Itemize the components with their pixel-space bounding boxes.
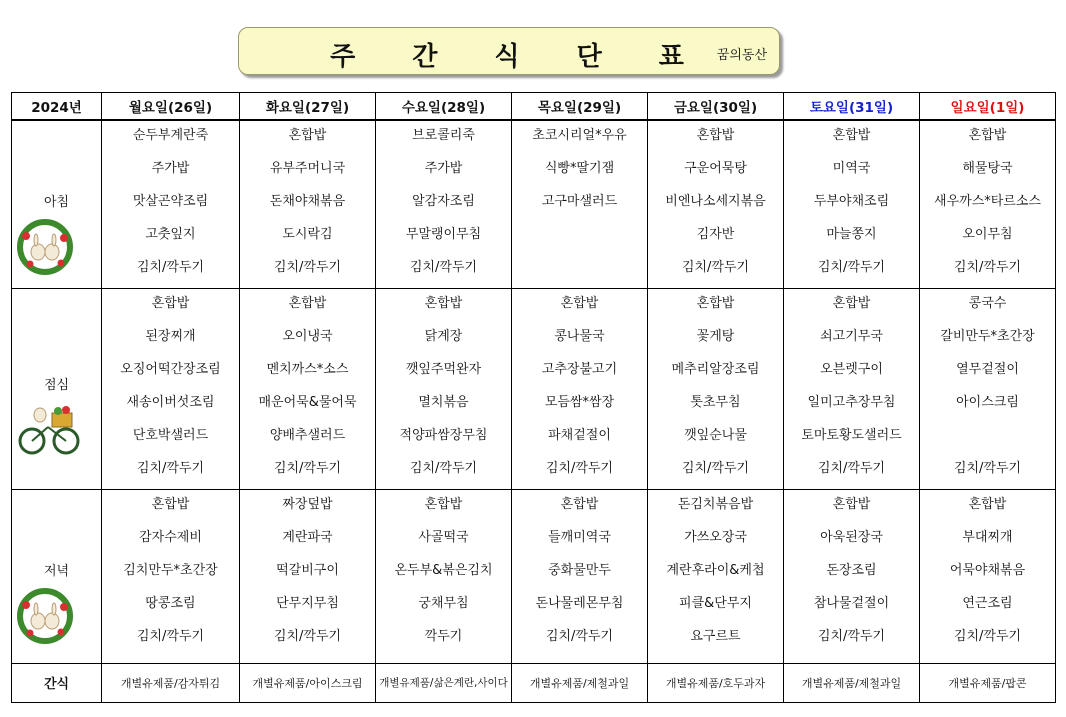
menu-cell-fri	[648, 120, 784, 288]
weekly-menu-table	[11, 92, 1056, 703]
menu-cell-tue	[240, 288, 376, 489]
menu-item	[512, 220, 647, 253]
meal-row-lunch	[12, 288, 1056, 489]
snack-cell-thu: 개별유제품/제철과일	[512, 663, 648, 703]
menu-item: 혼합밥	[696, 295, 735, 311]
menu-item: 오이무침	[962, 227, 1013, 242]
menu-item: 돈김치볶음밥	[677, 496, 754, 512]
menu-item: 들깨미역국	[548, 529, 611, 545]
header-row	[12, 93, 1056, 121]
meal-label: 아침	[43, 195, 70, 210]
menu-item: 김치/깍두기	[953, 628, 1022, 644]
menu-item: 파채겉절이	[548, 427, 611, 443]
menu-cell-mon	[102, 120, 240, 288]
day-header-fri: 금요일(30일)	[648, 93, 784, 121]
menu-item: 도시락김	[282, 227, 333, 242]
menu-item: 중화물만두	[548, 562, 611, 578]
menu-item: 주가밥	[151, 161, 190, 176]
menu-item: 김치만두*초간장	[123, 562, 218, 578]
menu-item: 닭계장	[424, 328, 463, 344]
menu-cell-sat	[784, 489, 920, 663]
menu-item: 주가밥	[424, 161, 463, 176]
meal-label-cell	[12, 120, 102, 288]
menu-item: 요구르트	[690, 628, 741, 644]
menu-item: 가쓰오장국	[684, 529, 747, 545]
menu-item: 김치/깍두기	[817, 260, 886, 275]
menu-item: 혼합밥	[288, 128, 327, 143]
page-subtitle: 꿈의동산	[716, 48, 767, 63]
menu-item: 깻잎주먹완자	[405, 361, 482, 377]
menu-item: 돈채야채볶음	[269, 194, 346, 209]
menu-item: 갈비만두*초간장	[940, 328, 1035, 344]
menu-item: 돈나물레몬무침	[535, 595, 624, 611]
menu-item: 깻잎순나물	[684, 427, 747, 443]
menu-item: 단호박샐러드	[132, 427, 209, 443]
menu-item: 계란파국	[282, 529, 333, 545]
day-header-thu: 목요일(29일)	[512, 93, 648, 121]
menu-cell-mon	[102, 489, 240, 663]
menu-cell-thu	[512, 120, 648, 288]
menu-item: 김치/깍두기	[409, 460, 478, 476]
menu-item: 혼합밥	[151, 295, 190, 311]
menu-item: 짜장덮밥	[282, 496, 333, 512]
menu-item: 아이스크림	[956, 394, 1019, 410]
menu-cell-sat	[784, 288, 920, 489]
menu-item: 새송이버섯조림	[126, 394, 215, 410]
menu-item: 김치/깍두기	[545, 460, 614, 476]
menu-item: 온두부&볶은김치	[394, 562, 493, 578]
day-header-tue: 화요일(27일)	[240, 93, 376, 121]
menu-item: 김치/깍두기	[273, 260, 342, 275]
menu-item: 멘치까스*소스	[266, 361, 349, 377]
menu-item: 연근조림	[962, 595, 1013, 611]
menu-cell-mon	[102, 288, 240, 489]
menu-cell-sun	[920, 288, 1056, 489]
menu-item: 미역국	[832, 161, 871, 176]
menu-item: 혼합밥	[968, 496, 1007, 512]
menu-cell-tue	[240, 489, 376, 663]
menu-item: 김치/깍두기	[953, 260, 1022, 275]
menu-item: 김치/깍두기	[136, 460, 205, 476]
menu-item: 혼합밥	[151, 496, 190, 512]
snack-label: 간식	[12, 663, 102, 703]
snack-cell-wed: 개별유제품/삶은계란,사이다	[376, 663, 512, 703]
menu-item: 김치/깍두기	[817, 460, 886, 476]
bunny-wreath-icon	[14, 585, 76, 647]
menu-item: 떡갈비구이	[276, 562, 339, 578]
menu-item: 두부야채조림	[813, 194, 890, 209]
menu-item: 혼합밥	[832, 295, 871, 311]
menu-item: 혼합밥	[288, 295, 327, 311]
menu-item: 어묵야채볶음	[949, 562, 1026, 578]
menu-item: 비엔나소세지볶음	[665, 194, 766, 209]
menu-item: 알감자조림	[412, 194, 475, 209]
menu-item: 식빵*딸기잼	[544, 161, 615, 176]
menu-item: 오이냉국	[282, 328, 333, 344]
menu-item: 구운어묵탕	[684, 161, 747, 176]
day-header-mon: 월요일(26일)	[102, 93, 240, 121]
day-header-sat: 토요일(31일)	[784, 93, 920, 121]
menu-item: 사골떡국	[418, 529, 469, 545]
menu-item: 혼합밥	[696, 128, 735, 143]
snack-row	[12, 663, 1056, 703]
menu-item: 땅콩조림	[145, 595, 196, 611]
menu-item: 김치/깍두기	[681, 460, 750, 476]
menu-item: 마늘쫑지	[826, 227, 877, 242]
menu-item: 무말랭이무침	[405, 227, 482, 242]
menu-item: 토마토황도샐러드	[801, 427, 902, 443]
menu-item: 계란후라이&케첩	[666, 562, 765, 578]
title-banner	[238, 27, 780, 75]
menu-cell-fri	[648, 489, 784, 663]
menu-item: 아욱된장국	[820, 529, 883, 545]
menu-cell-fri	[648, 288, 784, 489]
menu-item: 피클&단무지	[679, 595, 752, 611]
menu-item: 콩나물국	[554, 328, 605, 344]
bunny-bicycle-icon	[18, 397, 80, 459]
menu-item: 혼합밥	[560, 295, 599, 311]
menu-item: 콩국수	[968, 295, 1007, 311]
menu-item: 오븐렛구이	[820, 361, 883, 377]
menu-item: 혼합밥	[560, 496, 599, 512]
menu-item: 톳초무침	[690, 394, 741, 410]
menu-cell-wed	[376, 288, 512, 489]
menu-item: 일미고추장무침	[807, 394, 896, 410]
snack-cell-sun: 개별유제품/팝콘	[920, 663, 1056, 703]
menu-item: 열무겉절이	[956, 361, 1019, 377]
menu-item: 메추리알장조림	[671, 361, 760, 377]
menu-item: 궁채무침	[418, 595, 469, 611]
snack-cell-tue: 개별유제품/아이스크림	[240, 663, 376, 703]
menu-item: 고구마샐러드	[541, 194, 618, 209]
meal-label: 점심	[43, 377, 70, 393]
menu-item: 부대찌개	[962, 529, 1013, 545]
menu-item: 매운어묵&물어묵	[258, 394, 357, 410]
menu-item: 김치/깍두기	[817, 628, 886, 644]
menu-item: 김치/깍두기	[136, 628, 205, 644]
menu-item: 해물탕국	[962, 161, 1013, 176]
menu-item: 쇠고기무국	[820, 328, 883, 344]
menu-cell-wed	[376, 120, 512, 288]
menu-item: 고춧잎지	[145, 227, 196, 242]
menu-item: 김치/깍두기	[273, 628, 342, 644]
menu-cell-tue	[240, 120, 376, 288]
menu-item: 초코시리얼*우유	[532, 128, 627, 143]
year-header: 2024년	[12, 93, 102, 121]
menu-item: 단무지무침	[276, 595, 339, 611]
menu-cell-sat	[784, 120, 920, 288]
menu-item: 새우까스*타르소스	[934, 194, 1041, 209]
menu-item: 김치/깍두기	[136, 260, 205, 275]
meal-label-cell	[12, 489, 102, 663]
menu-item: 깍두기	[424, 628, 463, 644]
menu-item: 모듬쌈*쌈장	[544, 394, 615, 410]
day-header-sun: 일요일(1일)	[920, 93, 1056, 121]
menu-item: 고추장불고기	[541, 361, 618, 377]
menu-item: 김치/깍두기	[545, 628, 614, 644]
menu-item	[512, 253, 647, 286]
meal-label: 저녁	[43, 563, 70, 579]
menu-cell-wed	[376, 489, 512, 663]
menu-item: 김치/깍두기	[273, 460, 342, 476]
snack-cell-mon: 개별유제품/감자튀김	[102, 663, 240, 703]
menu-item: 혼합밥	[832, 496, 871, 512]
menu-item: 김치/깍두기	[409, 260, 478, 275]
menu-cell-thu	[512, 489, 648, 663]
menu-item: 오징어떡간장조림	[120, 361, 221, 377]
menu-item: 혼합밥	[424, 295, 463, 311]
menu-item: 김자반	[696, 227, 735, 242]
meal-row-dinner	[12, 489, 1056, 663]
menu-item: 양배추샐러드	[269, 427, 346, 443]
menu-cell-thu	[512, 288, 648, 489]
menu-item: 감자수제비	[139, 529, 202, 545]
menu-item: 혼합밥	[424, 496, 463, 512]
menu-item: 혼합밥	[832, 128, 871, 143]
menu-item: 적양파쌈장무침	[399, 427, 488, 443]
menu-item: 브로콜리죽	[412, 128, 475, 143]
menu-item: 순두부계란죽	[132, 128, 209, 143]
day-header-wed: 수요일(28일)	[376, 93, 512, 121]
menu-cell-sun	[920, 120, 1056, 288]
menu-item: 돈장조림	[826, 562, 877, 578]
menu-item: 김치/깍두기	[681, 260, 750, 275]
menu-item: 된장찌개	[145, 328, 196, 344]
menu-item: 맛살곤약조림	[132, 194, 209, 209]
menu-item: 김치/깍두기	[953, 460, 1022, 476]
meal-label-cell	[12, 288, 102, 489]
menu-item: 꽃게탕	[696, 328, 735, 344]
bunny-wreath-icon	[14, 216, 76, 278]
snack-cell-fri: 개별유제품/호두과자	[648, 663, 784, 703]
meal-row-breakfast	[12, 120, 1056, 288]
snack-cell-sat: 개별유제품/제철과일	[784, 663, 920, 703]
menu-cell-sun	[920, 489, 1056, 663]
menu-item: 유부주머니국	[269, 161, 346, 176]
menu-item: 혼합밥	[968, 128, 1007, 143]
menu-item	[920, 421, 1055, 454]
page-title: 주 간 식 단 표	[330, 42, 708, 72]
menu-item: 멸치볶음	[418, 394, 469, 410]
menu-item: 참나물겉절이	[813, 595, 890, 611]
